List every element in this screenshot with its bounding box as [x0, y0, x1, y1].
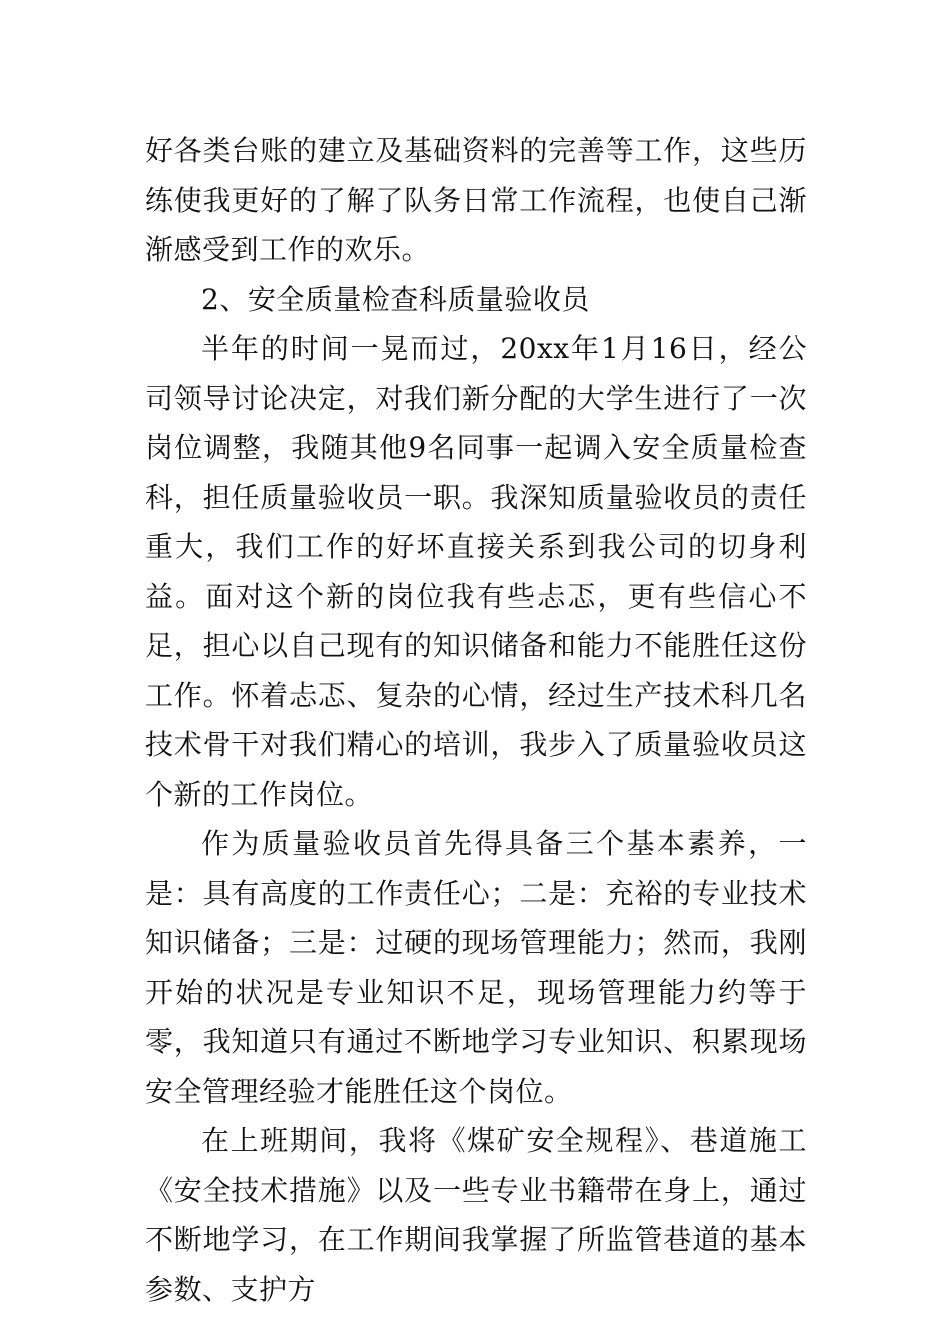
- section-heading: 2、安全质量检查科质量验收员: [201, 282, 590, 316]
- document-body: [145, 126, 807, 1314]
- paragraph: 作为质量验收员首先得具备三个基本素养，一是：具有高度的工作责任心；二是：充裕的专业技术知识储备；三是：过硬的现场管理能力；然而，我刚开始的状况是专业知识不足，现场管理能力约等于零，我知道只有通过不断地学习专业知识、积累现场安全管理经验才能胜任这个岗位。: [145, 827, 807, 1108]
- paragraph: 好各类台账的建立及基础资料的完善等工作，这些历练使我更好的了解了队务日常工作流程，也使自己渐渐感受到工作的欢乐。: [145, 134, 807, 266]
- paragraph: 半年的时间一晃而过，20xx年1月16日，经公司领导讨论决定，对我们新分配的大学生进行了一次岗位调整，我随其他9名同事一起调入安全质量检查科，担任质量验收员一职。我深知质量验收员的责任重大，我们工作的好坏直接关系到我公司的切身利益。面对这个新的岗位我有些忐忑，更有些信心不足，担心以自己现有的知识储备和能力不能胜任这份工作。怀着忐忑、复杂的心情，经过生产技术科几名技术骨干对我们精心的培训，我步入了质量验收员这个新的工作岗位。: [145, 332, 807, 811]
- paragraph: 在上班期间，我将《煤矿安全规程》、巷道施工《安全技术措施》以及一些专业书籍带在身上，通过不断地学习，在工作期间我掌握了所监管巷道的基本参数、支护方: [145, 1124, 807, 1306]
